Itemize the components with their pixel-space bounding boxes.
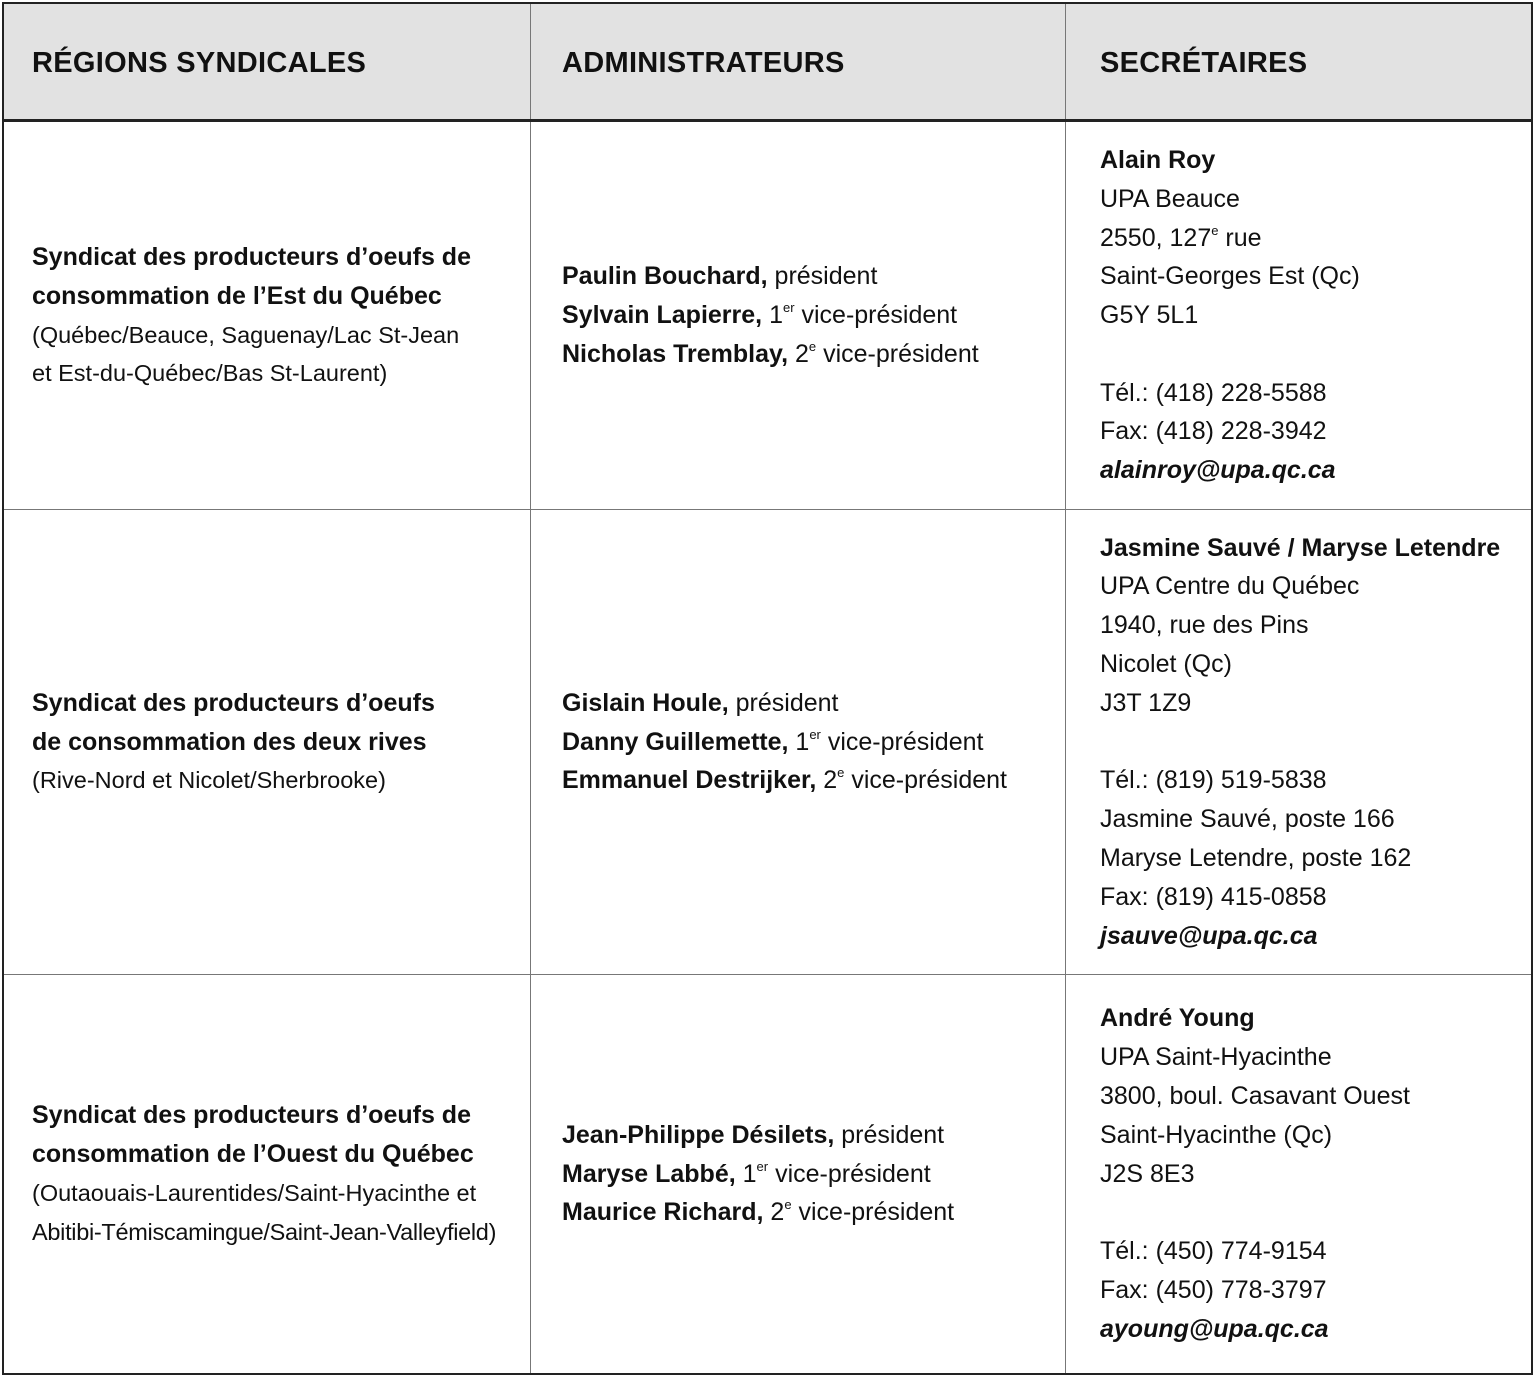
admin-name: Maurice Richard, <box>562 1198 764 1227</box>
admin-role: vice-président <box>827 727 984 756</box>
admins-cell <box>562 122 1057 509</box>
admin-role: vice-président <box>801 301 958 330</box>
admin-ordinal: 2 <box>794 339 809 368</box>
admin-ordinal-sup: er <box>809 726 821 742</box>
admin-role: président <box>735 688 839 717</box>
admin-role: vice-président <box>851 766 1007 795</box>
secretary-name: Alain Roy <box>1100 145 1216 174</box>
secretary-email[interactable]: ayoung@upa.qc.ca <box>1100 1314 1329 1343</box>
header-secretaries: SECRÉTAIRES <box>1100 46 1308 79</box>
secretary-email[interactable]: alainroy@upa.qc.ca <box>1100 456 1336 485</box>
admin-ordinal: 1 <box>769 301 783 330</box>
address-part: rue <box>1218 223 1262 252</box>
admin-role: vice-président <box>798 1198 955 1227</box>
secretary-fax: Fax: (819) 415-0858 <box>1100 882 1327 911</box>
secretary-cell <box>1100 510 1530 974</box>
admin-entry <box>562 257 1057 296</box>
column-divider <box>530 4 531 119</box>
admin-role: président <box>841 1120 945 1149</box>
region-cell <box>32 975 522 1373</box>
region-detail: (Québec/Beauce, Saguenay/Lac St-Jean <box>32 321 460 348</box>
column-divider <box>530 510 531 974</box>
region-cell <box>32 122 522 509</box>
secretary-cell <box>1100 122 1530 509</box>
secretary-city: Saint-Georges Est (Qc) <box>1100 262 1360 291</box>
admin-entry <box>562 761 1057 800</box>
region-name: Syndicat des producteurs d’oeufs de <box>32 242 471 271</box>
admins-cell <box>562 975 1057 1373</box>
admin-ordinal: 2 <box>770 1198 785 1227</box>
address-part: 2550, 127 <box>1100 223 1212 252</box>
table-header <box>4 4 1531 122</box>
admin-entry <box>562 335 1057 374</box>
header-regions: RÉGIONS SYNDICALES <box>32 46 367 79</box>
header-admins: ADMINISTRATEURS <box>562 46 845 79</box>
secretary-address: 3800, boul. Casavant Ouest <box>1100 1082 1410 1110</box>
secretary-cell <box>1100 975 1530 1373</box>
admin-name: Danny Guillemette, <box>562 727 789 756</box>
admin-entry <box>562 1155 1057 1194</box>
admin-ordinal: 1 <box>795 727 810 756</box>
admin-role: vice-président <box>823 339 979 368</box>
secretary-org: UPA Beauce <box>1100 184 1240 213</box>
admin-ordinal: 2 <box>823 766 838 795</box>
secretary-tel: Tél.: (450) 774-9154 <box>1100 1237 1327 1266</box>
secretary-address <box>1100 219 1530 258</box>
admin-name: Sylvain Lapierre, <box>562 301 763 330</box>
region-name: Syndicat des producteurs d’oeufs de <box>32 1101 471 1130</box>
region-detail: Abitibi-Témiscamingue/Saint-Jean-Valleyfield) <box>32 1218 497 1245</box>
column-divider <box>530 975 531 1373</box>
secretary-extension: Maryse Letendre, poste 162 <box>1100 843 1412 872</box>
admin-ordinal-sup: e <box>837 765 845 781</box>
region-name: Syndicat des producteurs d’oeufs <box>32 688 435 717</box>
secretary-org: UPA Saint-Hyacinthe <box>1100 1043 1332 1072</box>
secretary-name: Jasmine Sauvé / Maryse Letendre <box>1100 533 1501 562</box>
admin-entry <box>562 1116 1057 1155</box>
region-name: de consommation des deux rives <box>32 727 427 756</box>
spacer <box>1100 723 1530 762</box>
secretary-extension: Jasmine Sauvé, poste 166 <box>1100 805 1395 834</box>
table-row <box>4 975 1531 1373</box>
region-name: consommation de l’Ouest du Québec <box>32 1140 474 1169</box>
admin-entry <box>562 723 1057 762</box>
secretary-postal: J3T 1Z9 <box>1100 688 1192 717</box>
admin-name: Paulin Bouchard, <box>562 262 768 291</box>
region-detail: et Est-du-Québec/Bas St-Laurent) <box>32 360 388 387</box>
secretary-email[interactable]: jsauve@upa.qc.ca <box>1100 921 1318 950</box>
admin-ordinal-sup: er <box>782 300 795 316</box>
secretary-city: Saint-Hyacinthe (Qc) <box>1100 1120 1333 1149</box>
admin-entry <box>562 296 1057 335</box>
address-sup: e <box>1211 222 1219 238</box>
admin-name: Emmanuel Destrijker, <box>562 766 817 795</box>
secretary-org: UPA Centre du Québec <box>1100 572 1360 601</box>
column-divider <box>1065 122 1066 509</box>
region-cell <box>32 510 522 974</box>
table-row <box>4 510 1531 975</box>
column-divider <box>1065 510 1066 974</box>
admin-entry <box>562 684 1057 723</box>
admin-entry <box>562 1193 1057 1232</box>
secretary-tel: Tél.: (418) 228-5588 <box>1100 378 1327 407</box>
region-detail: (Rive-Nord et Nicolet/Sherbrooke) <box>32 767 386 794</box>
secretary-postal: J2S 8E3 <box>1100 1159 1195 1188</box>
contacts-table <box>2 2 1533 1375</box>
spacer <box>1100 335 1530 374</box>
secretary-city: Nicolet (Qc) <box>1100 650 1232 678</box>
secretary-tel: Tél.: (819) 519-5838 <box>1100 766 1327 795</box>
column-divider <box>1065 4 1066 119</box>
admin-name: Maryse Labbé, <box>562 1159 736 1188</box>
secretary-postal: G5Y 5L1 <box>1100 301 1199 330</box>
table-row <box>4 122 1531 510</box>
admin-ordinal: 1 <box>742 1159 757 1188</box>
column-divider <box>1065 975 1066 1373</box>
admin-role: vice-président <box>775 1159 931 1188</box>
secretary-name: André Young <box>1100 1004 1255 1033</box>
secretary-fax: Fax: (450) 778-3797 <box>1100 1275 1327 1304</box>
admins-cell <box>562 510 1057 974</box>
column-divider <box>530 122 531 509</box>
secretary-fax: Fax: (418) 228-3942 <box>1100 417 1327 446</box>
admin-name: Gislain Houle, <box>562 688 729 717</box>
region-detail: (Outaouais-Laurentides/Saint-Hyacinthe et <box>32 1180 477 1206</box>
admin-ordinal-sup: e <box>808 338 817 354</box>
admin-ordinal-sup: er <box>756 1158 769 1174</box>
admin-name: Jean-Philippe Désilets, <box>562 1120 835 1149</box>
spacer <box>1100 1193 1530 1232</box>
region-name: consommation de l’Est du Québec <box>32 281 442 310</box>
secretary-address: 1940, rue des Pins <box>1100 611 1309 640</box>
admin-ordinal-sup: e <box>784 1197 792 1213</box>
admin-role: président <box>774 262 878 291</box>
admin-name: Nicholas Tremblay, <box>562 339 789 368</box>
